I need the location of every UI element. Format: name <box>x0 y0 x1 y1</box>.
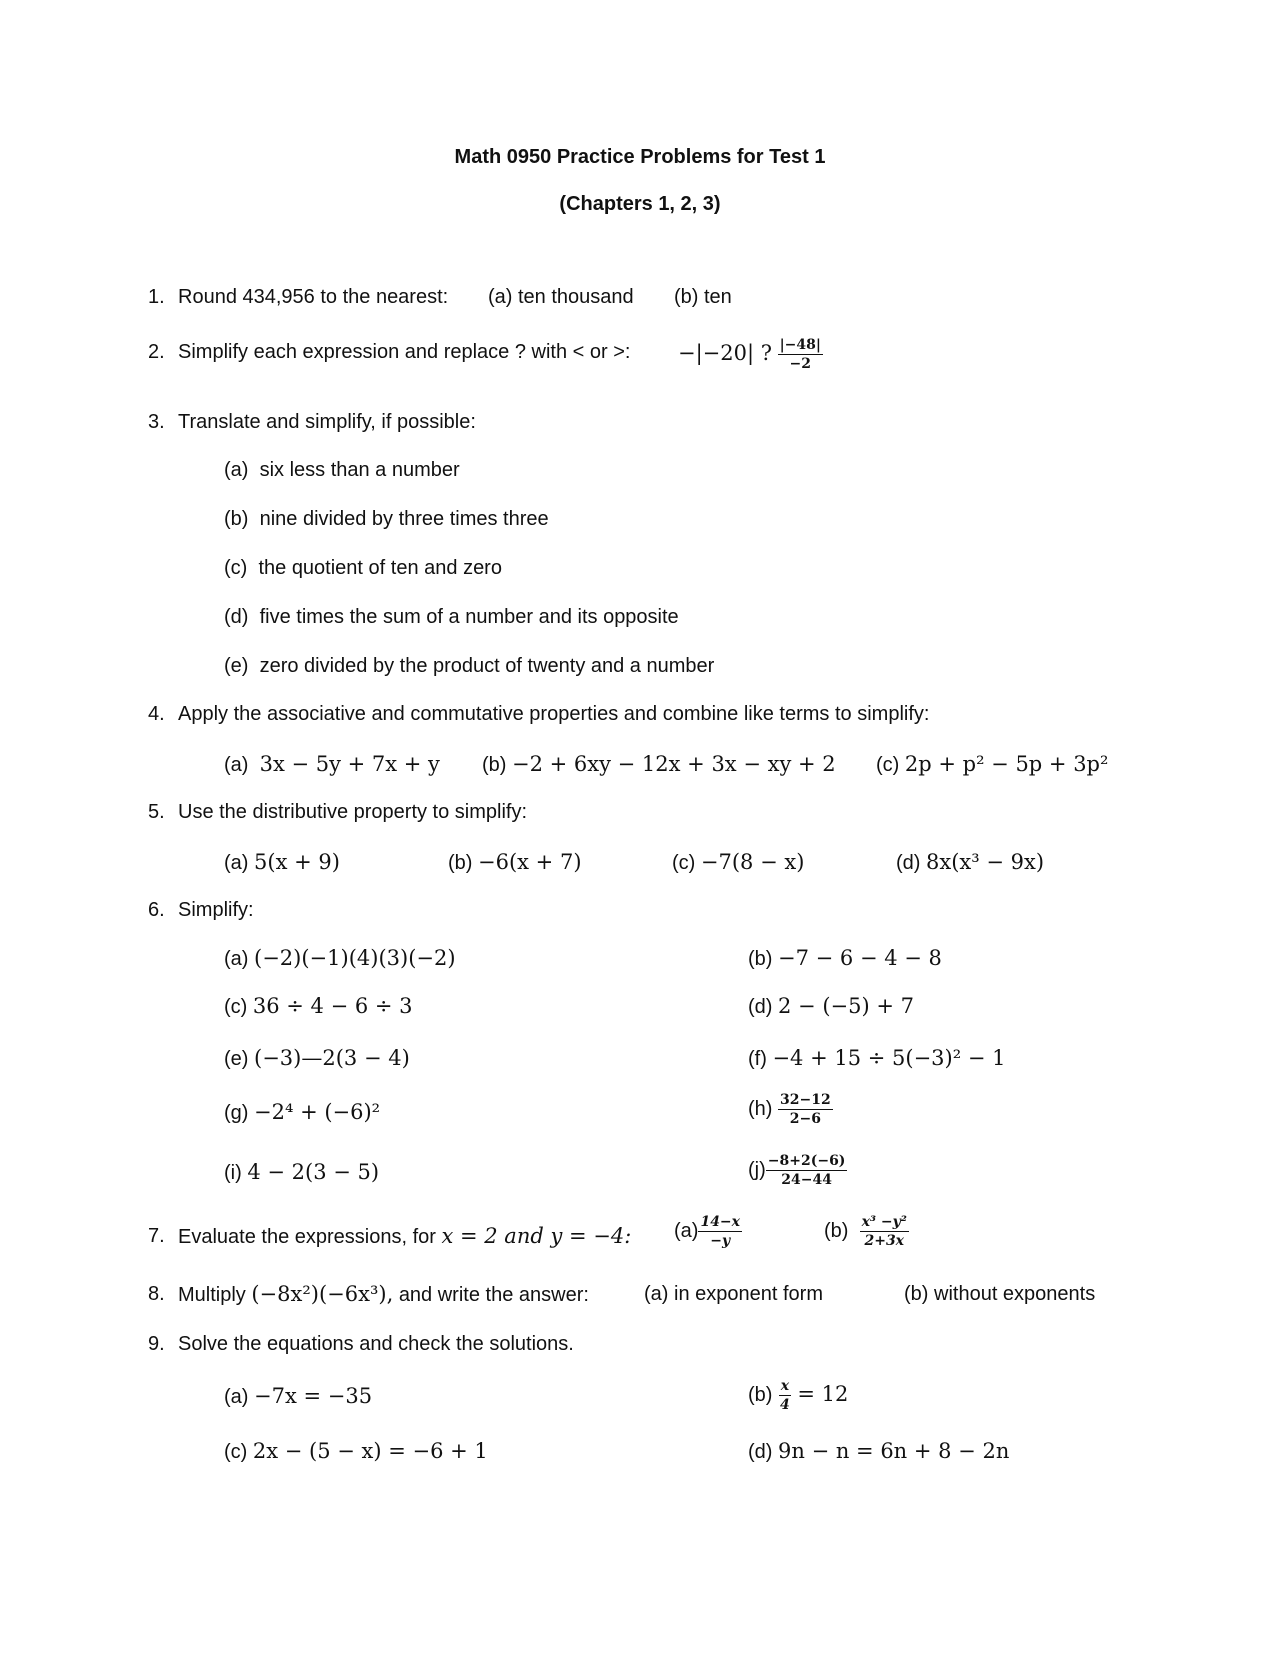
frac-num: −8+2(−6) <box>767 1153 846 1169</box>
q2-frac-den: −2 <box>789 356 811 372</box>
item-expr: 2x − (5 − x) = −6 + 1 <box>252 1439 488 1463</box>
item-text: five times the sum of a number and its opposite <box>259 606 679 628</box>
item-label: (b) <box>748 1383 773 1406</box>
item-fraction <box>778 1378 792 1413</box>
item-label: (a) <box>674 1219 699 1242</box>
q7-text <box>178 1224 631 1249</box>
item-expr: 4 − 2(3 − 5) <box>247 1160 380 1184</box>
q4-item-b <box>482 752 836 777</box>
q3-item-e <box>224 654 714 678</box>
frac-den: 24−44 <box>781 1172 832 1188</box>
item-expr: −2⁴ + (−6)² <box>254 1100 381 1124</box>
item-label: (d) <box>896 852 921 874</box>
q6-item-c <box>224 994 413 1019</box>
q8-text-tail: and write the answer: <box>398 1284 589 1306</box>
item-expr: 5(x + 9) <box>254 850 340 874</box>
item-label: (i) <box>224 1162 242 1184</box>
q7-text-lead: Evaluate the expressions, for <box>178 1226 436 1248</box>
q8-option-a: (a) in exponent form <box>644 1283 823 1305</box>
item-text: zero divided by the product of twenty and a number <box>259 655 715 677</box>
item-expr: 2p + p² − 5p + 3p² <box>904 752 1109 776</box>
q3-item-a <box>224 458 460 482</box>
q3-text: Translate and simplify, if possible: <box>178 411 476 433</box>
page-subtitle: (Chapters 1, 2, 3) <box>559 193 721 215</box>
q6-item-i <box>224 1160 379 1185</box>
q2-fraction <box>778 337 823 372</box>
q5-number: 5. <box>148 801 165 823</box>
item-label: (c) <box>224 1441 248 1463</box>
q9-number: 9. <box>148 1333 165 1355</box>
q9-text: Solve the equations and check the solutions. <box>178 1333 574 1355</box>
item-expr: 36 ÷ 4 − 6 ÷ 3 <box>252 994 413 1018</box>
item-fraction <box>698 1214 742 1249</box>
q2-left-expr: −|−20| ? <box>678 340 772 365</box>
q2-number: 2. <box>148 341 165 363</box>
item-expr: −4 + 15 ÷ 5(−3)² − 1 <box>772 1046 1006 1070</box>
q6-item-d <box>748 994 914 1019</box>
item-label: (b) <box>482 754 507 776</box>
item-expr-rest: = 12 <box>797 1381 849 1406</box>
item-label: (a) <box>224 459 249 481</box>
q7-item-b <box>824 1214 909 1249</box>
q5-item-c <box>672 850 804 875</box>
item-text: six less than a number <box>259 459 460 481</box>
frac-num: 32−12 <box>780 1092 831 1108</box>
item-label: (d) <box>748 996 773 1018</box>
q8-number: 8. <box>148 1283 165 1305</box>
frac-den: 2+3x <box>864 1233 905 1249</box>
item-fraction <box>766 1153 848 1188</box>
item-expr: 8x(x³ − 9x) <box>926 850 1045 874</box>
item-label: (d) <box>224 606 249 628</box>
q6-item-h <box>748 1092 833 1127</box>
frac-num: x³ −y² <box>861 1214 907 1230</box>
q5-text: Use the distributive property to simplify: <box>178 801 528 823</box>
item-text: the quotient of ten and zero <box>258 557 502 579</box>
q1-text: Round 434,956 to the nearest: <box>178 286 449 308</box>
q6-item-j <box>748 1153 847 1188</box>
item-label: (a) <box>224 754 249 776</box>
frac-den: 4 <box>780 1397 790 1413</box>
q6-item-f <box>748 1046 1005 1071</box>
q9-item-c <box>224 1439 488 1464</box>
item-label: (b) <box>748 948 773 970</box>
item-expr: −7(8 − x) <box>700 850 805 874</box>
item-label: (h) <box>748 1097 773 1120</box>
q9-item-b <box>748 1378 848 1413</box>
item-expr: (−2)(−1)(4)(3)(−2) <box>254 946 456 970</box>
q3-item-c <box>224 556 502 580</box>
item-label: (f) <box>748 1048 767 1070</box>
item-label: (b) <box>448 852 473 874</box>
q1-number: 1. <box>148 286 165 308</box>
q6-text: Simplify: <box>178 899 254 921</box>
item-expr: 2 − (−5) + 7 <box>778 994 914 1018</box>
q9-item-d <box>748 1439 1009 1464</box>
q1-option-b: (b) ten <box>674 286 732 308</box>
q8-text <box>178 1282 589 1307</box>
q4-item-a <box>224 752 440 777</box>
item-expr: −6(x + 7) <box>478 850 582 874</box>
q5-item-a <box>224 850 340 875</box>
frac-den: 2−6 <box>789 1111 821 1127</box>
q3-item-b <box>224 507 549 531</box>
item-label: (b) <box>824 1219 849 1242</box>
item-label: (c) <box>672 852 696 874</box>
q8-option-b: (b) without exponents <box>904 1283 1096 1305</box>
q4-item-c <box>876 752 1108 777</box>
q6-item-e <box>224 1046 410 1071</box>
item-label: (c) <box>224 557 248 579</box>
item-label: (g) <box>224 1102 249 1124</box>
item-label: (c) <box>876 754 900 776</box>
item-expr: −2 + 6xy − 12x + 3x − xy + 2 <box>512 752 836 776</box>
item-label: (a) <box>224 852 249 874</box>
page-title: Math 0950 Practice Problems for Test 1 <box>454 146 826 168</box>
q8-text-lead: Multiply <box>178 1284 246 1306</box>
q4-text: Apply the associative and commutative properties and combine like terms to simplify: <box>178 703 930 725</box>
q6-item-g <box>224 1100 380 1125</box>
q7-number: 7. <box>148 1225 165 1247</box>
item-expr: 3x − 5y + 7x + y <box>259 752 440 776</box>
item-label: (a) <box>224 948 249 970</box>
item-label: (d) <box>748 1441 773 1463</box>
item-label: (b) <box>224 508 249 530</box>
item-label: (c) <box>224 996 248 1018</box>
item-label: (a) <box>224 1386 249 1408</box>
q1-option-a: (a) ten thousand <box>488 286 634 308</box>
q6-item-a <box>224 946 456 971</box>
q7-condition: x = 2 and y = −4: <box>441 1224 632 1248</box>
q9-item-a <box>224 1384 372 1409</box>
q3-number: 3. <box>148 411 165 433</box>
item-label: (j) <box>748 1158 766 1181</box>
item-expr: (−3)—2(3 − 4) <box>254 1046 410 1070</box>
item-expr: −7x = −35 <box>254 1384 373 1408</box>
item-expr: 9n − n = 6n + 8 − 2n <box>778 1439 1010 1463</box>
q6-item-b <box>748 946 942 971</box>
frac-num: x <box>780 1378 790 1394</box>
q5-item-b <box>448 850 582 875</box>
item-expr: −7 − 6 − 4 − 8 <box>778 946 942 970</box>
q5-item-d <box>896 850 1044 875</box>
item-label: (e) <box>224 1048 249 1070</box>
q7-item-a <box>674 1214 742 1249</box>
item-label: (e) <box>224 655 249 677</box>
frac-den: −y <box>710 1233 731 1249</box>
q2-expression <box>678 337 823 372</box>
q6-number: 6. <box>148 899 165 921</box>
q3-item-d <box>224 605 679 629</box>
item-fraction <box>860 1214 909 1249</box>
frac-num: 14−x <box>700 1214 741 1230</box>
item-text: nine divided by three times three <box>259 508 549 530</box>
item-fraction <box>778 1092 833 1127</box>
q8-expr: (−8x²)(−6x³), <box>251 1282 394 1306</box>
q2-text: Simplify each expression and replace ? with < or >: <box>178 341 631 363</box>
q2-frac-num: |−48| <box>779 337 821 353</box>
q4-number: 4. <box>148 703 165 725</box>
